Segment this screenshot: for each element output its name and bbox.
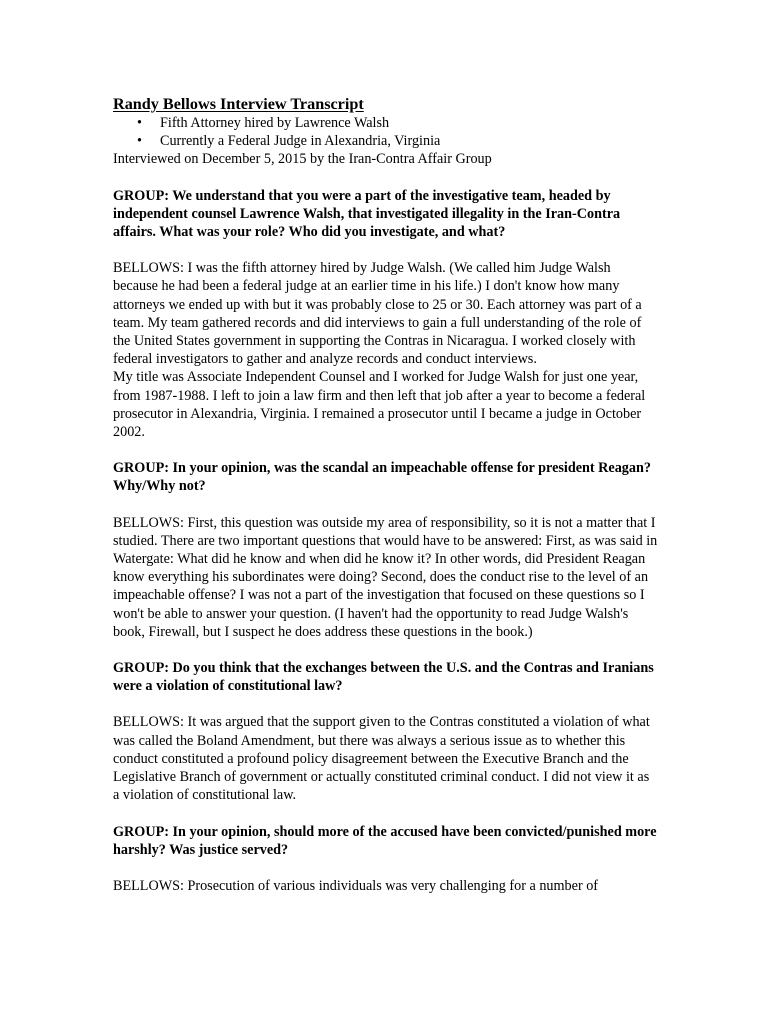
question-1: GROUP: We understand that you were a part of the investigative team, headed by independent counsel Lawrence Walsh, that investigated illegality in the Iran-Contra affairs. What was your role? Who did you investigate, and what? bbox=[113, 187, 621, 241]
answer-2 bbox=[113, 514, 658, 641]
document-title: Randy Bellows Interview Transcript bbox=[113, 95, 364, 113]
answer-1 bbox=[113, 259, 658, 441]
answer-paragraph: BELLOWS: First, this question was outside my area of responsibility, so it is not a matter that I studied. There are two important questions that would have to be answered: First, as was said in Watergate: What did he know and when did he know it? In other words, did President Reagan know everything his subordinates were doing? Second, does the conduct rise to the level of an impeachable offense? I was not a part of the investigation that focused on these questions so I won't be able to answer your question. (I haven't had the opportunity to read Judge Walsh's book, Firewall, but I suspect he does address these questions in the book.) bbox=[113, 514, 658, 640]
answer-3 bbox=[113, 713, 658, 804]
bullet-text: Fifth Attorney hired by Lawrence Walsh bbox=[160, 115, 390, 131]
answer-paragraph: My title was Associate Independent Counsel and I worked for Judge Walsh for just one year, from 1987-1988. I left to join a law firm and then left that job after a year to become a federal prosecutor in Alexandria, Virginia. I remained a prosecutor until I became a judge in October 2002. bbox=[113, 369, 646, 441]
answer-4 bbox=[113, 877, 658, 895]
bullet-list bbox=[113, 114, 658, 150]
bullet-icon: • bbox=[137, 115, 142, 131]
answer-paragraph: BELLOWS: Prosecution of various individuals was very challenging for a number of bbox=[113, 877, 599, 894]
question-3: GROUP: Do you think that the exchanges between the U.S. and the Contras and Iranians were a violation of constitutional law? bbox=[113, 660, 654, 695]
answer-paragraph: BELLOWS: It was argued that the support given to the Contras constituted a violation of what was called the Boland Amendment, but there was always a serious issue as to whether this conduct constituted a profound policy disagreement between the Executive Branch and the Legislative Branch of government or actually constituted criminal conduct. I did not view it as a violation of constitutional law. bbox=[113, 714, 650, 804]
document-page bbox=[113, 94, 658, 913]
answer-paragraph: BELLOWS: I was the fifth attorney hired by Judge Walsh. (We called him Judge Walsh because he had been a federal judge at an earlier time in his life.) I don't know how many attorneys we ended up with but it was probably close to 25 or 30. Each attorney was part of a team. My team gathered records and did interviews to gain a full understanding of the role of the United States government in supporting the Contras in Nicaragua. I worked closely with federal investigators to gather and analyze records and conduct interviews. bbox=[113, 260, 642, 368]
interview-meta: Interviewed on December 5, 2015 by the Iran-Contra Affair Group bbox=[113, 151, 492, 168]
question-2: GROUP: In your opinion, was the scandal an impeachable offense for president Reagan? Why/Why not? bbox=[113, 460, 651, 495]
bullet-text: Currently a Federal Judge in Alexandria, Virginia bbox=[160, 133, 441, 150]
question-4: GROUP: In your opinion, should more of the accused have been convicted/punished more harshly? Was justice served? bbox=[113, 823, 657, 858]
bullet-item bbox=[113, 114, 658, 132]
bullet-icon: • bbox=[137, 133, 142, 150]
bullet-item bbox=[113, 132, 658, 150]
